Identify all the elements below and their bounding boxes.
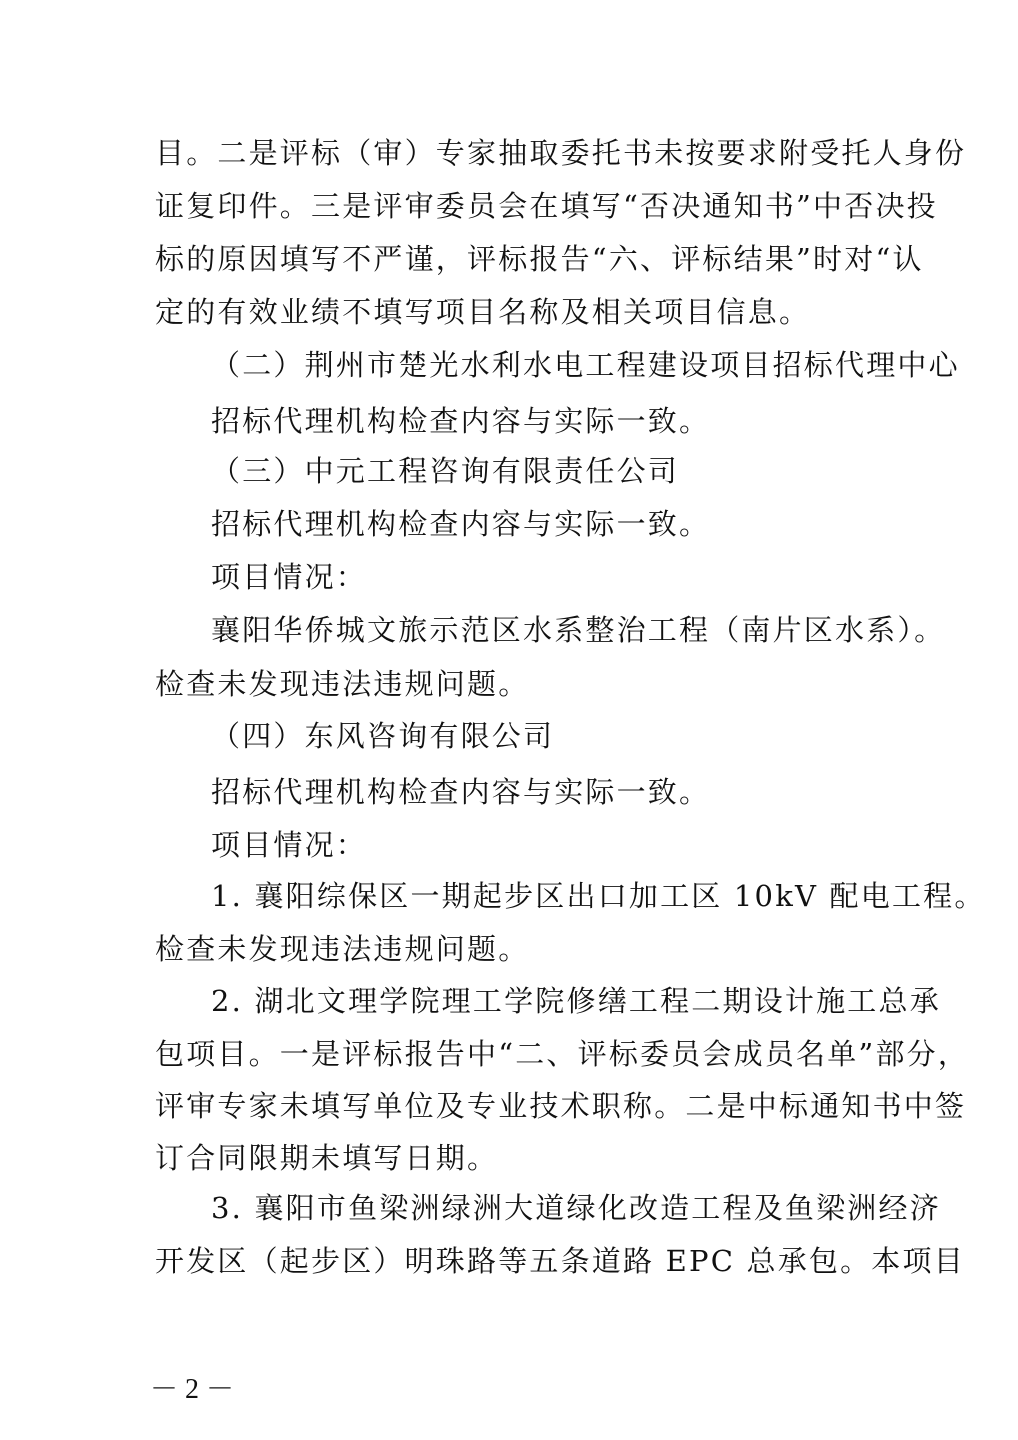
project-info-label: 项目情况：: [211, 560, 368, 594]
body-text-line: 检查未发现违法违规问题。: [155, 667, 530, 701]
section-heading-4: （四）东风咨询有限公司: [211, 719, 555, 753]
body-text-line: 开发区（起步区）明珠路等五条道路 EPC 总承包。本项目: [155, 1244, 965, 1278]
body-text-line: 定的有效业绩不填写项目名称及相关项目信息。: [155, 295, 811, 329]
project-item-2: 2. 湖北文理学院理工学院修缮工程二期设计施工总承: [211, 984, 941, 1018]
body-text-line: 标的原因填写不严谨，评标报告“六、评标结果”时对“认: [155, 242, 924, 276]
body-text-line: 包项目。一是评标报告中“二、评标委员会成员名单”部分，: [155, 1037, 970, 1071]
project-item-3: 3. 襄阳市鱼梁洲绿洲大道绿化改造工程及鱼梁洲经济: [211, 1191, 941, 1225]
body-text-line: 订合同限期未填写日期。: [155, 1141, 499, 1175]
body-text-line: 招标代理机构检查内容与实际一致。: [211, 507, 711, 541]
section-heading-2: （二）荆州市楚光水利水电工程建设项目招标代理中心: [211, 348, 960, 382]
project-item-1: 1. 襄阳综保区一期起步区出口加工区 10kV 配电工程。: [211, 879, 986, 913]
body-text-line: 襄阳华侨城文旅示范区水系整治工程（南片区水系）。: [211, 613, 946, 647]
body-text-line: 检查未发现违法违规问题。: [155, 932, 530, 966]
body-text-line: 目。二是评标（审）专家抽取委托书未按要求附受托人身份: [155, 136, 967, 170]
body-text-line: 招标代理机构检查内容与实际一致。: [211, 775, 711, 809]
page-number: － 2 －: [150, 1374, 235, 1405]
body-text-line: 证复印件。三是评审委员会在填写“否决通知书”中否决投: [155, 189, 938, 223]
section-heading-3: （三）中元工程咨询有限责任公司: [211, 454, 680, 488]
body-text-line: 评审专家未填写单位及专业技术职称。二是中标通知书中签: [155, 1089, 967, 1123]
body-text-line: 招标代理机构检查内容与实际一致。: [211, 404, 711, 438]
project-info-label: 项目情况：: [211, 828, 368, 862]
